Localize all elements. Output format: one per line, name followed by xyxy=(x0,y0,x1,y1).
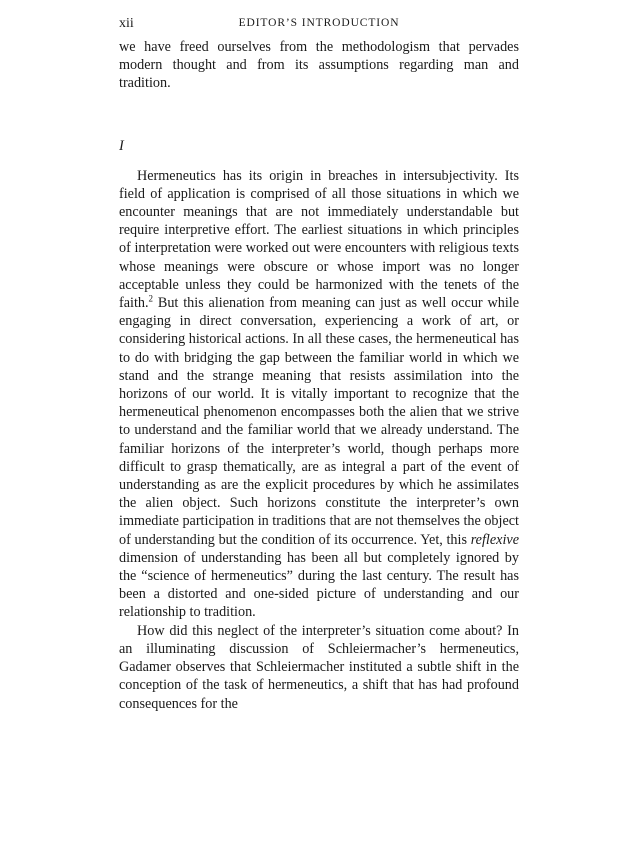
continuation-paragraph: we have freed ourselves from the methodologism that pervades modern thought and from its assumptions regarding man and tradition. xyxy=(119,39,519,92)
running-head xyxy=(119,14,519,38)
paragraph-text: But this alienation from meaning can just as well occur while engaging in direct conversation, experiencing a work of art, or considering historical actions. In all these cases, the hermeneutical has to do with bridging the gap between the familiar world in which we stand and the strange meaning that resists assimilation into the horizons of our world. It is vitally important to recognize that the hermeneutical phenomenon encompasses both the alien that we strive to understand and the familiar world that we already understand. The familiar horizons of the interpreter’s world, though perhaps more difficult to grasp thematically, are as integral a part of the event of understanding as are the explicit procedures by which he assimilates the alien object. Such horizons constitute the interpreter’s own immediate participation in traditions that are not themselves the object of understanding but the condition of its occurrence. Yet, this xyxy=(119,295,519,548)
paragraph-text: Hermeneutics has its origin in breaches in intersubjectivity. Its field of application is comprised of all those situations in which we encounter meanings that are not immediately understandable but require interpretive effort. The earliest situations in which principles of interpretation were worked out were encounters with religious texts whose meanings were obscure or whose import was no longer acceptable unless they could be harmonized with the tenets of the faith. xyxy=(119,167,519,312)
book-page xyxy=(119,14,519,713)
running-title: EDITOR’S INTRODUCTION xyxy=(238,17,400,29)
paragraph-hermeneutics-origin xyxy=(119,167,519,622)
body-text xyxy=(119,38,519,713)
footnote-reference: 2 xyxy=(148,293,154,304)
paragraph-text: dimension of understanding has been all but completely ignored by the “science of hermeneutics” during the last century. The result has been a distorted and one-sided picture of understanding and our relationship to tradition. xyxy=(119,549,519,621)
emphasized-word: reflexive xyxy=(470,531,519,548)
section-number: I xyxy=(119,137,124,154)
page-number: xii xyxy=(119,16,134,31)
paragraph-neglect: How did this neglect of the interpreter’s situation come about? In an illuminating discussion of Schleiermacher’s hermeneutics, Gadamer observes that Schleiermacher instituted a subtle shift in the conception of the task of hermeneutics, a shift that has had profound consequences for the xyxy=(119,622,519,712)
